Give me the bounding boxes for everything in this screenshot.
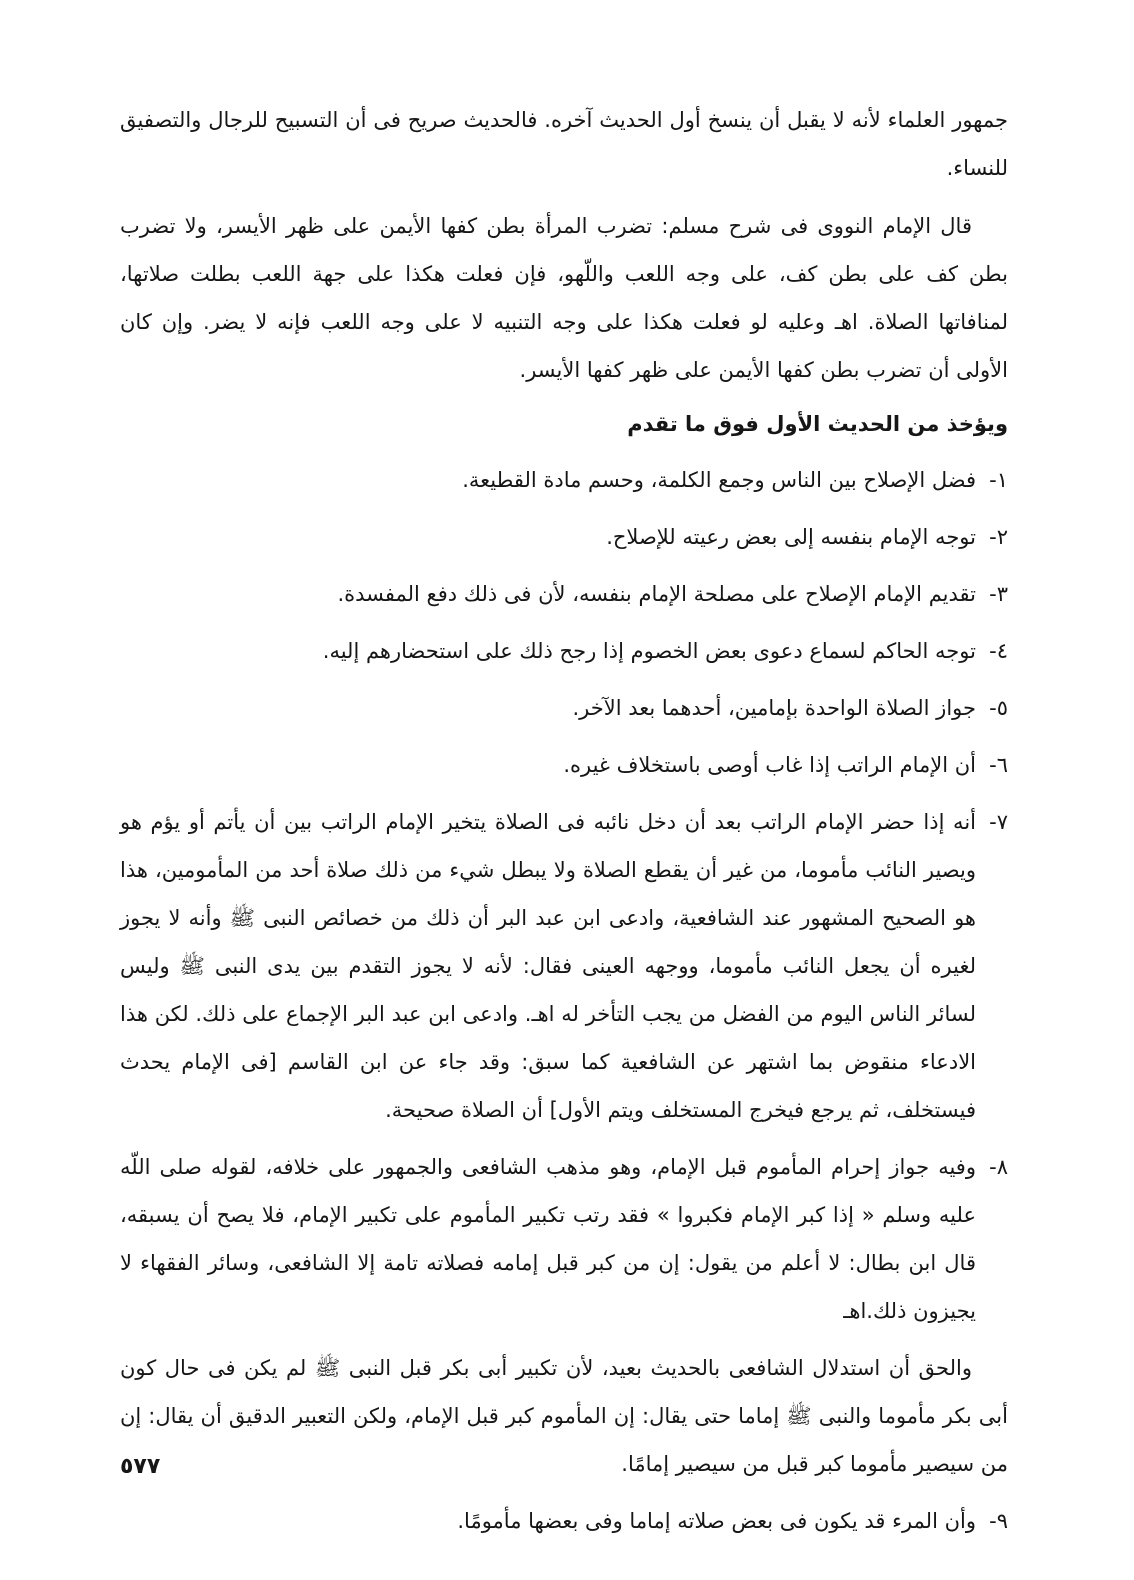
item-text: توجه الحاكم لسماع دعوى بعض الخصوم إذا رجح ذلك على استحضارهم إليه. [322, 639, 976, 663]
item-number: ٨- [989, 1155, 1008, 1179]
section-heading: ويؤخذ من الحديث الأول فوق ما تقدم [627, 412, 1008, 436]
item-text: فضل الإصلاح بين الناس وجمع الكلمة، وحسم مادة القطيعة. [462, 468, 976, 492]
item-text: وأن المرء قد يكون فى بعض صلاته إماما وفى بعضها مأمومًا. [457, 1509, 976, 1533]
list-item [120, 513, 1008, 561]
truth-paragraph-item [120, 1344, 1008, 1488]
truth-paragraph: والحق أن استدلال الشافعى بالحديث بعيد، لأن تكبير أبى بكر قبل النبى ﷺ لم يكن فى حال كون أبى بكر مأموما والنبى ﷺ إماما حتى يقال: إن المأموم كبر قبل الإمام، ولكن التعبير الدقيق أن يقال: إن من سيصير مأموما كبر قبل من سيصير إمامًا. [120, 1356, 1008, 1476]
list-item [120, 1497, 1008, 1545]
list-item [120, 627, 1008, 675]
item-text: توجه الإمام بنفسه إلى بعض رعيته للإصلاح. [606, 525, 976, 549]
list-item [120, 741, 1008, 789]
item-text: أن الإمام الراتب إذا غاب أوصى باستخلاف غيره. [563, 753, 976, 777]
list-item [120, 570, 1008, 618]
item-number: ٦- [989, 753, 1008, 777]
points-list [120, 456, 1008, 1545]
list-item [120, 456, 1008, 504]
nawawi-paragraph: قال الإمام النووى فى شرح مسلم: تضرب المرأة بطن كفها الأيمن على ظهر الأيسر، ولا تضرب بطن كف على بطن كف، على وجه اللعب واللّهو، فإن فعلت هكذا على جهة اللعب بطلت صلاتها، لمنافاتها الصلاة. اهـ وعليه لو فعلت هكذا على وجه التنبيه لا على وجه اللعب فإنه لا يضر. وإن كان الأولى أن تضرب بطن كفها الأيمن على ظهر كفها الأيسر. [120, 214, 1008, 382]
list-item [120, 798, 1008, 1134]
item-number: ٣- [989, 582, 1008, 606]
list-item [120, 1143, 1008, 1335]
item-text: أنه إذا حضر الإمام الراتب بعد أن دخل نائبه فى الصلاة يتخير الإمام الراتب بين أن يأتم أو يؤم هو ويصير النائب مأموما، من غير أن يقطع الصلاة ولا يبطل شيء من ذلك صلاة أحد من المأمومين، هذا هو الصحيح المشهور عند الشافعية، وادعى ابن عبد البر أن ذلك من خصائص النبى ﷺ وأنه لا يجوز لغيره أن يجعل النائب مأموما، ووجهه العينى فقال: لأنه لا يجوز التقدم بين يدى النبى ﷺ وليس لسائر الناس اليوم من الفضل من يجب التأخر له اهـ. وادعى ابن عبد البر الإجماع على ذلك. لكن هذا الادعاء منقوض بما اشتهر عن الشافعية كما سبق: وقد جاء عن ابن القاسم [فى الإمام يحدث فيستخلف، ثم يرجع فيخرج المستخلف ويتم الأول] أن الصلاة صحيحة. [120, 810, 976, 1122]
item-number: ٩- [989, 1509, 1008, 1533]
item-text: تقديم الإمام الإصلاح على مصلحة الإمام بنفسه، لأن فى ذلك دفع المفسدة. [337, 582, 976, 606]
item-number: ٧- [989, 810, 1008, 834]
page-body [120, 96, 1008, 1554]
intro-paragraph: جمهور العلماء لأنه لا يقبل أن ينسخ أول الحديث آخره. فالحديث صريح فى أن التسبيح للرجال والتصفيق للنساء. [120, 108, 1008, 180]
item-number: ٤- [989, 639, 1008, 663]
item-number: ٢- [989, 525, 1008, 549]
list-item [120, 684, 1008, 732]
item-number: ١- [989, 468, 1008, 492]
item-text: جواز الصلاة الواحدة بإمامين، أحدهما بعد الآخر. [572, 696, 976, 720]
item-text: وفيه جواز إحرام المأموم قبل الإمام، وهو مذهب الشافعى والجمهور على خلافه، لقوله صلى اللّه عليه وسلم « إذا كبر الإمام فكبروا » فقد رتب تكبير المأموم على تكبير الإمام، فلا يصح أن يسبقه، قال ابن بطال: لا أعلم من يقول: إن من كبر قبل إمامه فصلاته تامة إلا الشافعى، وسائر الفقهاء لا يجيزون ذلك.اهـ [120, 1155, 976, 1323]
page-number: ٥٧٧ [120, 1454, 161, 1479]
item-number: ٥- [989, 696, 1008, 720]
